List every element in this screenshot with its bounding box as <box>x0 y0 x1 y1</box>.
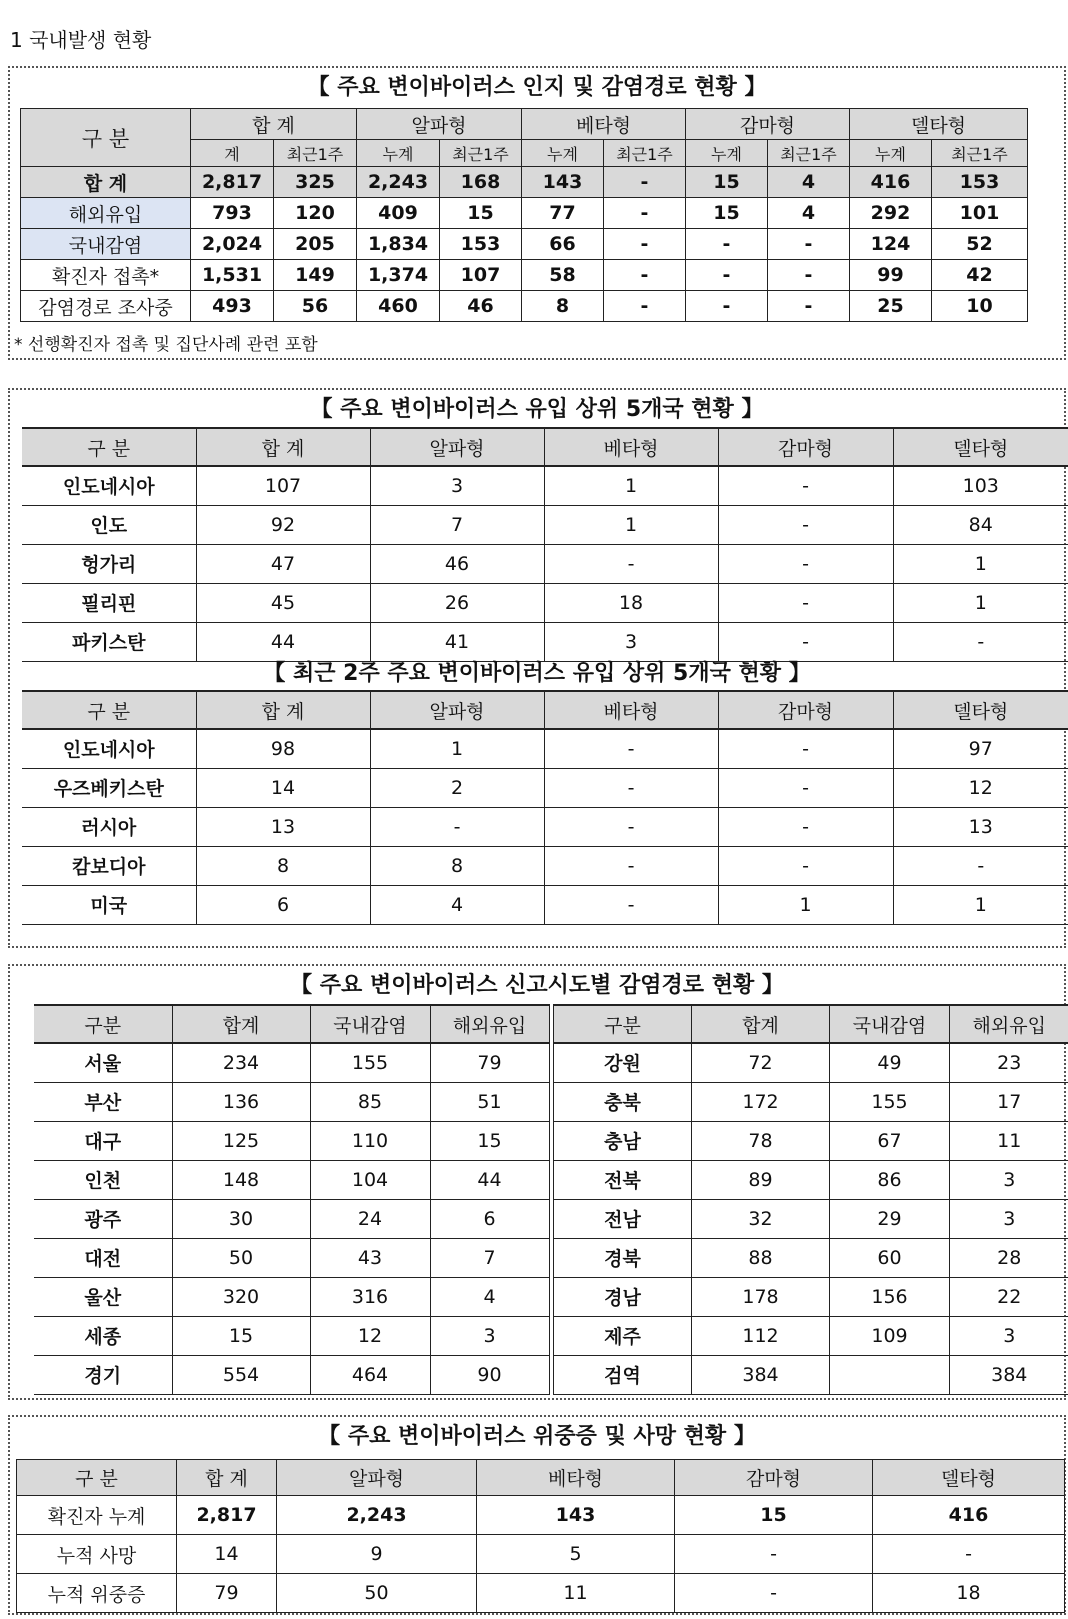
cell: 85 <box>310 1082 430 1121</box>
cell: 15 <box>172 1316 310 1355</box>
cell: 15 <box>686 167 768 198</box>
table-row <box>34 1199 549 1238</box>
cell: 15 <box>440 198 522 229</box>
cell: 49 <box>830 1043 950 1082</box>
header-alpha: 알파형 <box>370 428 544 466</box>
section-title: 1 국내발생 현황 <box>10 28 152 52</box>
cell: 18 <box>544 583 718 622</box>
table-row <box>22 768 1068 807</box>
cell: 72 <box>692 1043 830 1082</box>
region-name: 세종 <box>34 1316 172 1355</box>
row-label: 감염경로 조사중 <box>21 291 191 322</box>
table-row <box>22 583 1068 622</box>
table-row <box>17 1574 1065 1613</box>
cell: 1 <box>544 505 718 544</box>
cell: - <box>893 846 1068 885</box>
table-row <box>554 1043 1068 1082</box>
country-name: 인도 <box>22 505 196 544</box>
cell: - <box>675 1574 873 1613</box>
cell: 101 <box>932 198 1028 229</box>
cell: 120 <box>274 198 357 229</box>
cell: 14 <box>177 1535 277 1574</box>
cell: - <box>768 291 850 322</box>
cell: 46 <box>440 291 522 322</box>
region-name: 인천 <box>34 1160 172 1199</box>
cell: - <box>686 291 768 322</box>
cell: 107 <box>196 466 370 505</box>
header-beta: 베타형 <box>544 428 718 466</box>
cell: 7 <box>430 1238 549 1277</box>
header-delta: 델타형 <box>873 1460 1065 1496</box>
severity-death-title: 【 주요 변이바이러스 위중증 및 사망 현황 】 <box>318 1424 756 1449</box>
cell: 292 <box>850 198 932 229</box>
cell: 13 <box>196 807 370 846</box>
cell: - <box>544 768 718 807</box>
header-delta: 델타형 <box>893 691 1068 729</box>
cell: 99 <box>850 260 932 291</box>
header-gubun: 구분 <box>34 1005 172 1043</box>
severity-death-table <box>16 1459 1065 1613</box>
header-overseas: 해외유입 <box>950 1005 1068 1043</box>
cell: 92 <box>196 505 370 544</box>
cell: 3 <box>950 1160 1068 1199</box>
cell: - <box>768 260 850 291</box>
cell: - <box>718 505 893 544</box>
header-group-gamma: 감마형 <box>686 109 850 140</box>
cell: 4 <box>430 1277 549 1316</box>
header-gamma: 감마형 <box>718 691 893 729</box>
cell: 2,243 <box>357 167 440 198</box>
cell: 66 <box>522 229 604 260</box>
cell: 89 <box>692 1160 830 1199</box>
cell: 90 <box>430 1355 549 1394</box>
table-row <box>17 1535 1065 1574</box>
variant-recognition-box <box>8 66 1066 360</box>
region-table-right <box>553 1004 1068 1395</box>
cell: 156 <box>830 1277 950 1316</box>
cell: 97 <box>893 729 1068 768</box>
header-group-delta: 델타형 <box>850 109 1028 140</box>
cell: - <box>768 229 850 260</box>
cell: 52 <box>932 229 1028 260</box>
table-row <box>21 291 1028 322</box>
table-row <box>34 1160 549 1199</box>
cell: 107 <box>440 260 522 291</box>
header-domestic: 국내감염 <box>310 1005 430 1043</box>
cell: 793 <box>191 198 274 229</box>
cell: 148 <box>172 1160 310 1199</box>
cell: 384 <box>950 1355 1068 1394</box>
top5-countries-table <box>22 427 1068 662</box>
cell: - <box>544 885 718 924</box>
cell: 18 <box>873 1574 1065 1613</box>
cell: 23 <box>950 1043 1068 1082</box>
row-label: 합 계 <box>21 167 191 198</box>
header-beta: 베타형 <box>544 691 718 729</box>
table-row <box>17 1496 1065 1535</box>
cell: - <box>544 729 718 768</box>
region-name: 경남 <box>554 1277 692 1316</box>
cell: - <box>686 260 768 291</box>
cell: 3 <box>950 1199 1068 1238</box>
cell: 136 <box>172 1082 310 1121</box>
header-total: 합 계 <box>177 1460 277 1496</box>
table-row <box>554 1355 1068 1394</box>
table-row <box>554 1277 1068 1316</box>
cell: - <box>718 807 893 846</box>
table-row <box>34 1277 549 1316</box>
row-label: 국내감염 <box>21 229 191 260</box>
header-alpha: 알파형 <box>370 691 544 729</box>
country-name: 우즈베키스탄 <box>22 768 196 807</box>
header-total: 합 계 <box>196 691 370 729</box>
cell: 56 <box>274 291 357 322</box>
table-row <box>21 167 1028 198</box>
cell: 84 <box>893 505 1068 544</box>
cell: - <box>718 622 893 661</box>
cell: 4 <box>370 885 544 924</box>
cell: 168 <box>440 167 522 198</box>
cell: - <box>718 583 893 622</box>
region-table-left <box>34 1004 550 1395</box>
country-name: 필리핀 <box>22 583 196 622</box>
region-name: 검역 <box>554 1355 692 1394</box>
country-name: 인도네시아 <box>22 729 196 768</box>
cell: 44 <box>196 622 370 661</box>
cell: 153 <box>440 229 522 260</box>
cell: 1 <box>544 466 718 505</box>
header-sub: 누계 <box>522 140 604 167</box>
cell: 124 <box>850 229 932 260</box>
cell: 17 <box>950 1082 1068 1121</box>
cell: 46 <box>370 544 544 583</box>
header-alpha: 알파형 <box>277 1460 477 1496</box>
cell: 67 <box>830 1121 950 1160</box>
cell: - <box>718 466 893 505</box>
cell: 77 <box>522 198 604 229</box>
table-row <box>554 1121 1068 1160</box>
cell: 13 <box>893 807 1068 846</box>
cell: 178 <box>692 1277 830 1316</box>
cell: 51 <box>430 1082 549 1121</box>
region-name: 부산 <box>34 1082 172 1121</box>
cell: 50 <box>172 1238 310 1277</box>
cell: 11 <box>950 1121 1068 1160</box>
cell: 44 <box>430 1160 549 1199</box>
cell: 2,243 <box>277 1496 477 1535</box>
cell: - <box>544 807 718 846</box>
variant-recognition-title: 【 주요 변이바이러스 인지 및 감염경로 현황 】 <box>307 75 767 100</box>
cell: - <box>544 544 718 583</box>
cell: - <box>718 768 893 807</box>
cell: - <box>718 544 893 583</box>
header-beta: 베타형 <box>477 1460 675 1496</box>
region-name: 전남 <box>554 1199 692 1238</box>
table-row <box>22 466 1068 505</box>
cell: 493 <box>191 291 274 322</box>
cell: 1 <box>893 885 1068 924</box>
cell: 416 <box>873 1496 1065 1535</box>
header-total: 합 계 <box>196 428 370 466</box>
table-row <box>21 198 1028 229</box>
table-row <box>554 1238 1068 1277</box>
header-gubun: 구 분 <box>22 691 196 729</box>
country-name: 캄보디아 <box>22 846 196 885</box>
header-total: 합계 <box>692 1005 830 1043</box>
cell: 14 <box>196 768 370 807</box>
cell: 143 <box>477 1496 675 1535</box>
country-name: 헝가리 <box>22 544 196 583</box>
cell: - <box>604 198 686 229</box>
cell: 149 <box>274 260 357 291</box>
cell: 2,817 <box>191 167 274 198</box>
header-group-total: 합 계 <box>191 109 357 140</box>
header-overseas: 해외유입 <box>430 1005 549 1043</box>
cell: 45 <box>196 583 370 622</box>
cell: 7 <box>370 505 544 544</box>
cell: 58 <box>522 260 604 291</box>
country-name: 미국 <box>22 885 196 924</box>
table-row <box>554 1160 1068 1199</box>
region-infection-title: 【 주요 변이바이러스 신고시도별 감염경로 현황 】 <box>290 973 784 998</box>
cell: 2,817 <box>177 1496 277 1535</box>
row-label: 해외유입 <box>21 198 191 229</box>
table-row <box>21 229 1028 260</box>
region-name: 광주 <box>34 1199 172 1238</box>
cell: 153 <box>932 167 1028 198</box>
table-row <box>554 1082 1068 1121</box>
cell: - <box>718 846 893 885</box>
cell: 10 <box>932 291 1028 322</box>
cell: 409 <box>357 198 440 229</box>
cell: 320 <box>172 1277 310 1316</box>
table-row <box>22 505 1068 544</box>
row-label: 누적 사망 <box>17 1535 177 1574</box>
cell: 104 <box>310 1160 430 1199</box>
cell: 1,531 <box>191 260 274 291</box>
cell: 41 <box>370 622 544 661</box>
cell: 554 <box>172 1355 310 1394</box>
region-name: 제주 <box>554 1316 692 1355</box>
cell: 5 <box>477 1535 675 1574</box>
table-row <box>554 1316 1068 1355</box>
table-row <box>22 846 1068 885</box>
cell: 32 <box>692 1199 830 1238</box>
cell: 6 <box>430 1199 549 1238</box>
region-name: 전북 <box>554 1160 692 1199</box>
cell <box>830 1355 950 1394</box>
row-label: 확진자 접촉* <box>21 260 191 291</box>
cell: 15 <box>686 198 768 229</box>
cell: - <box>604 167 686 198</box>
cell: 15 <box>675 1496 873 1535</box>
table-row <box>22 885 1068 924</box>
header-group-alpha: 알파형 <box>357 109 522 140</box>
cell: 205 <box>274 229 357 260</box>
cell: 60 <box>830 1238 950 1277</box>
region-name: 경북 <box>554 1238 692 1277</box>
cell: 1,374 <box>357 260 440 291</box>
cell: - <box>544 846 718 885</box>
cell: 384 <box>692 1355 830 1394</box>
recent-top5-title: 【 최근 2주 주요 변이바이러스 유입 상위 5개국 현황 】 <box>263 661 811 686</box>
region-name: 충북 <box>554 1082 692 1121</box>
cell: 24 <box>310 1199 430 1238</box>
cell: 79 <box>430 1043 549 1082</box>
cell: 8 <box>196 846 370 885</box>
variant-recognition-table <box>20 108 1028 322</box>
cell: 460 <box>357 291 440 322</box>
cell: 234 <box>172 1043 310 1082</box>
cell: 2 <box>370 768 544 807</box>
cell: - <box>893 622 1068 661</box>
cell: 1 <box>893 583 1068 622</box>
cell: 9 <box>277 1535 477 1574</box>
cell: 103 <box>893 466 1068 505</box>
cell: - <box>604 229 686 260</box>
region-name: 대전 <box>34 1238 172 1277</box>
cell: 3 <box>544 622 718 661</box>
region-name: 울산 <box>34 1277 172 1316</box>
cell: 172 <box>692 1082 830 1121</box>
cell: 79 <box>177 1574 277 1613</box>
table-row <box>554 1199 1068 1238</box>
cell: 98 <box>196 729 370 768</box>
table-row <box>21 260 1028 291</box>
cell: 15 <box>430 1121 549 1160</box>
cell: - <box>604 260 686 291</box>
header-gamma: 감마형 <box>718 428 893 466</box>
cell: 143 <box>522 167 604 198</box>
region-name: 대구 <box>34 1121 172 1160</box>
cell: - <box>370 807 544 846</box>
country-name: 러시아 <box>22 807 196 846</box>
header-sub: 최근1주 <box>932 140 1028 167</box>
header-sub: 최근1주 <box>440 140 522 167</box>
cell: - <box>604 291 686 322</box>
cell: 3 <box>370 466 544 505</box>
header-sub: 최근1주 <box>768 140 850 167</box>
cell: 1,834 <box>357 229 440 260</box>
table-row <box>34 1043 549 1082</box>
country-name: 파키스탄 <box>22 622 196 661</box>
table-row <box>22 544 1068 583</box>
cell: 8 <box>522 291 604 322</box>
cell: 22 <box>950 1277 1068 1316</box>
severity-death-box <box>8 1415 1066 1615</box>
cell: - <box>675 1535 873 1574</box>
cell: 30 <box>172 1199 310 1238</box>
cell: 125 <box>172 1121 310 1160</box>
header-sub: 최근1주 <box>604 140 686 167</box>
cell: 464 <box>310 1355 430 1394</box>
cell: 2,024 <box>191 229 274 260</box>
region-name: 경기 <box>34 1355 172 1394</box>
table-row <box>22 729 1068 768</box>
header-domestic: 국내감염 <box>830 1005 950 1043</box>
cell: 109 <box>830 1316 950 1355</box>
cell: 1 <box>893 544 1068 583</box>
header-sub: 최근1주 <box>274 140 357 167</box>
cell: - <box>718 729 893 768</box>
cell: 50 <box>277 1574 477 1613</box>
header-sub: 계 <box>191 140 274 167</box>
header-gubun: 구 분 <box>21 109 191 167</box>
cell: 29 <box>830 1199 950 1238</box>
table-row <box>34 1355 549 1394</box>
header-sub: 누계 <box>686 140 768 167</box>
cell: 42 <box>932 260 1028 291</box>
header-sub: 누계 <box>850 140 932 167</box>
header-delta: 델타형 <box>893 428 1068 466</box>
cell: 11 <box>477 1574 675 1613</box>
cell: 325 <box>274 167 357 198</box>
header-group-beta: 베타형 <box>522 109 686 140</box>
cell: 43 <box>310 1238 430 1277</box>
region-name: 서울 <box>34 1043 172 1082</box>
cell: 4 <box>768 167 850 198</box>
cell: 28 <box>950 1238 1068 1277</box>
cell: 112 <box>692 1316 830 1355</box>
cell: 155 <box>310 1043 430 1082</box>
header-gubun: 구 분 <box>22 428 196 466</box>
table-row <box>22 807 1068 846</box>
header-total: 합계 <box>172 1005 310 1043</box>
cell: 1 <box>718 885 893 924</box>
cell: 25 <box>850 291 932 322</box>
region-infection-box <box>8 964 1066 1400</box>
cell: 316 <box>310 1277 430 1316</box>
header-gubun: 구분 <box>554 1005 692 1043</box>
cell: 12 <box>893 768 1068 807</box>
cell: 155 <box>830 1082 950 1121</box>
region-name: 강원 <box>554 1043 692 1082</box>
table-row <box>34 1316 549 1355</box>
cell: 6 <box>196 885 370 924</box>
cell: 86 <box>830 1160 950 1199</box>
cell: - <box>686 229 768 260</box>
top5-countries-title: 【 주요 변이바이러스 유입 상위 5개국 현황 】 <box>310 397 764 422</box>
cell: 88 <box>692 1238 830 1277</box>
footnote: * 선행확진자 접촉 및 집단사례 관련 포함 <box>14 335 318 355</box>
table-row <box>34 1082 549 1121</box>
cell: 4 <box>768 198 850 229</box>
top5-countries-box <box>8 388 1066 948</box>
cell: 1 <box>370 729 544 768</box>
cell: 3 <box>430 1316 549 1355</box>
table-row <box>34 1238 549 1277</box>
cell: - <box>873 1535 1065 1574</box>
header-sub: 누계 <box>357 140 440 167</box>
table-row <box>34 1121 549 1160</box>
cell: 78 <box>692 1121 830 1160</box>
cell: 3 <box>950 1316 1068 1355</box>
region-name: 충남 <box>554 1121 692 1160</box>
header-gubun: 구 분 <box>17 1460 177 1496</box>
cell: 12 <box>310 1316 430 1355</box>
cell: 47 <box>196 544 370 583</box>
cell: 8 <box>370 846 544 885</box>
row-label: 확진자 누계 <box>17 1496 177 1535</box>
cell: 416 <box>850 167 932 198</box>
country-name: 인도네시아 <box>22 466 196 505</box>
cell: 26 <box>370 583 544 622</box>
cell: 110 <box>310 1121 430 1160</box>
row-label: 누적 위중증 <box>17 1574 177 1613</box>
header-gamma: 감마형 <box>675 1460 873 1496</box>
recent-top5-table <box>22 690 1068 925</box>
